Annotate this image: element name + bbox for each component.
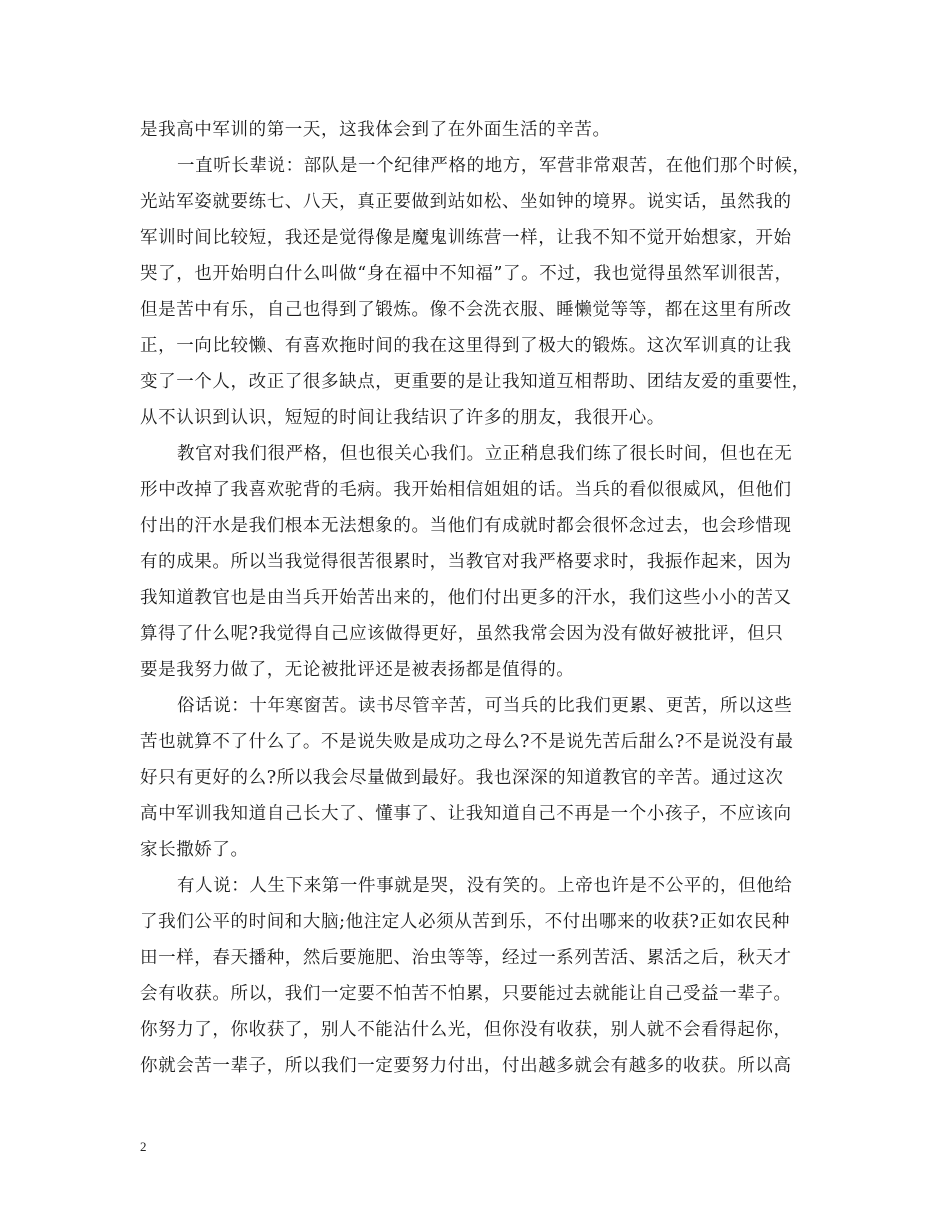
body-text-line: 正，一向比较懒、有喜欢拖时间的我在这里得到了极大的锻炼。这次军训真的让我 [140, 336, 792, 356]
body-text-line: 从不认识到认识，短短的时间让我结识了许多的朋友，我很开心。 [140, 408, 665, 428]
body-text-line: 了我们公平的时间和大脑;他注定人必须从苦到乐，不付出哪来的收获?正如农民种 [140, 912, 790, 932]
body-text-line: 军训时间比较短，我还是觉得像是魔鬼训练营一样，让我不知不觉开始想家，开始 [140, 228, 792, 248]
body-text-line: 高中军训我知道自己长大了、懂事了、让我知道自己不再是一个小孩子，不应该向 [140, 804, 792, 824]
paragraph-first-line: 俗话说：十年寒窗苦。读书尽管辛苦，可当兵的比我们更累、更苦，所以这些 [177, 696, 793, 716]
body-text-line: 你就会苦一辈子，所以我们一定要努力付出，付出越多就会有越多的收获。所以高 [140, 1056, 792, 1076]
body-text-line: 光站军姿就要练七、八天，真正要做到站如松、坐如钟的境界。说实话，虽然我的 [140, 192, 792, 212]
body-text-line: 哭了，也开始明白什么叫做“身在福中不知福”了。不过，我也觉得虽然军训很苦， [140, 264, 793, 284]
body-text-line: 形中改掉了我喜欢驼背的毛病。我开始相信姐姐的话。当兵的看似很威风，但他们 [140, 480, 792, 500]
page-number: 2 [140, 1139, 147, 1154]
body-text-line: 家长撒娇了。 [140, 840, 249, 860]
paragraph-first-line: 有人说：人生下来第一件事就是哭，没有笑的。上帝也许是不公平的，但他给 [177, 876, 793, 896]
body-text-line: 付出的汗水是我们根本无法想象的。当他们有成就时都会很怀念过去，也会珍惜现 [140, 516, 792, 536]
paragraph-first-line: 一直听长辈说：部队是一个纪律严格的地方，军营非常艰苦，在他们那个时候， [177, 156, 811, 176]
body-text-line: 有的成果。所以当我觉得很苦很累时，当教官对我严格要求时，我振作起来，因为 [140, 552, 792, 572]
body-text-line: 会有收获。所以，我们一定要不怕苦不怕累，只要能过去就能让自己受益一辈子。 [140, 984, 792, 1004]
body-text-line: 变了一个人，改正了很多缺点，更重要的是让我知道互相帮助、团结友爱的重要性， [140, 372, 810, 392]
body-text-line: 你努力了，你收获了，别人不能沾什么光，但你没有收获，别人就不会看得起你， [140, 1020, 792, 1040]
body-text-line: 要是我努力做了，无论被批评还是被表扬都是值得的。 [140, 660, 575, 680]
body-text-line: 我知道教官也是由当兵开始苦出来的，他们付出更多的汗水，我们这些小小的苦又 [140, 588, 792, 608]
body-text-line: 是我高中军训的第一天，这我体会到了在外面生活的辛苦。 [140, 120, 611, 140]
body-text-line: 但是苦中有乐，自己也得到了锻炼。像不会洗衣服、睡懒觉等等，都在这里有所改 [140, 300, 792, 320]
body-text-line: 苦也就算不了什么了。不是说失败是成功之母么?不是说先苦后甜么?不是说没有最 [140, 732, 794, 752]
paragraph-first-line: 教官对我们很严格，但也很关心我们。立正稍息我们练了很长时间，但也在无 [177, 444, 793, 464]
body-text-line: 算得了什么呢?我觉得自己应该做得更好，虽然我常会因为没有做好被批评，但只 [140, 624, 784, 644]
body-text-line: 田一样，春天播种，然后要施肥、治虫等等，经过一系列苦活、累活之后，秋天才 [140, 948, 792, 968]
body-text-line: 好只有更好的么?所以我会尽量做到最好。我也深深的知道教官的辛苦。通过这次 [140, 768, 784, 788]
